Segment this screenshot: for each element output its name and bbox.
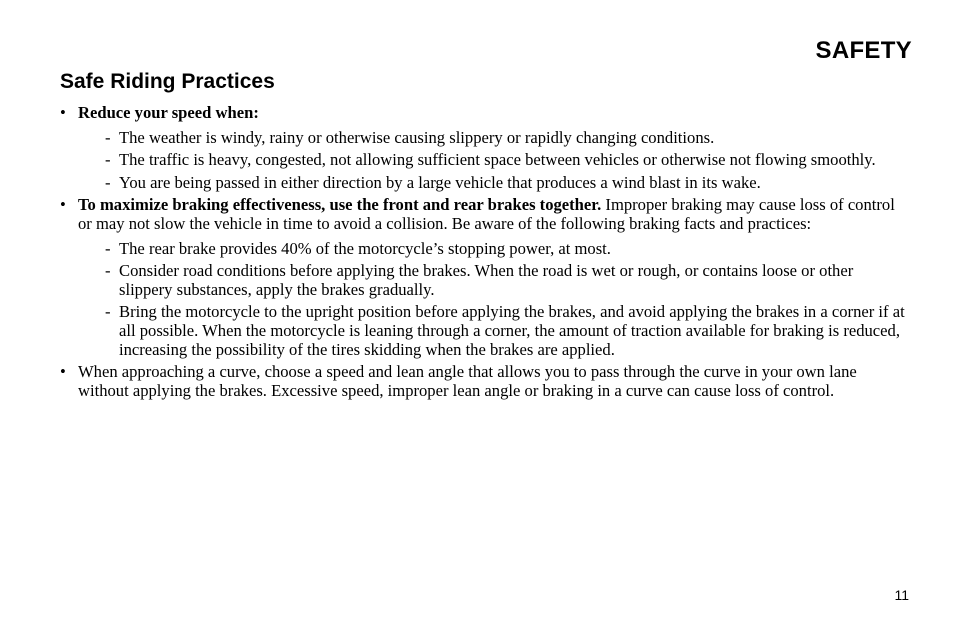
page-number: 11 [894,587,909,603]
dash-icon: - [105,127,111,147]
sub-item-text: You are being passed in either direction by a large vehicle that produces a wind blast in its wake. [119,172,761,192]
bullet-icon: • [60,362,66,382]
bullet-bold-text: To maximize braking effectiveness, use the front and rear brakes together. [78,195,602,215]
sub-item [78,240,906,259]
bullet-icon: • [60,103,66,122]
dash-icon: - [105,261,111,281]
bullet-item [60,104,906,192]
dash-icon: - [105,238,111,258]
sub-item [78,129,906,148]
sub-item [78,303,906,359]
page-title: Safe Riding Practices [60,70,275,93]
bullet-item [60,196,906,359]
bullet-text: When approaching a curve, choose a speed and lean angle that allows you to pass through the curve in your own lane without applying the brakes. Excessive speed, improper lean angle or braking in a curve can cause loss of control. [78,362,857,400]
sub-item [78,174,906,193]
content [60,104,906,403]
dash-icon: - [105,150,111,170]
sub-list [78,129,906,193]
section-header: SAFETY [815,37,912,64]
bullet-bold-text: Reduce your speed when: [78,103,259,122]
dash-icon: - [105,302,111,322]
sub-item-text: The weather is windy, rainy or otherwise causing slippery or rapidly changing conditions. [119,127,715,147]
sub-item-text: The rear brake provides 40% of the motorcycle’s stopping power, at most. [119,238,611,258]
sub-item-text: Consider road conditions before applying the brakes. When the road is wet or rough, or contains loose or other slippery substances, apply the brakes gradually. [119,261,854,299]
bullet-item [60,363,906,400]
sub-item [78,262,906,299]
bullet-icon: • [60,195,66,215]
dash-icon: - [105,172,111,192]
sub-item-text: Bring the motorcycle to the upright position before applying the brakes, and avoid applying the brakes in a corner if at all possible. When the motorcycle is leaning through a corner, the amount of traction available for braking is reduced, increasing the possibility of the tires skidding when the brakes are applied. [119,302,905,359]
bullet-text: Improper braking may cause loss of control or may not slow the vehicle in time to avoid a collision. Be aware of the following braking facts and practices: [78,195,895,233]
sub-item-text: The traffic is heavy, congested, not allowing sufficient space between vehicles or otherwise not flowing smoothly. [119,150,876,170]
sub-item [78,151,906,170]
sub-list [78,240,906,360]
